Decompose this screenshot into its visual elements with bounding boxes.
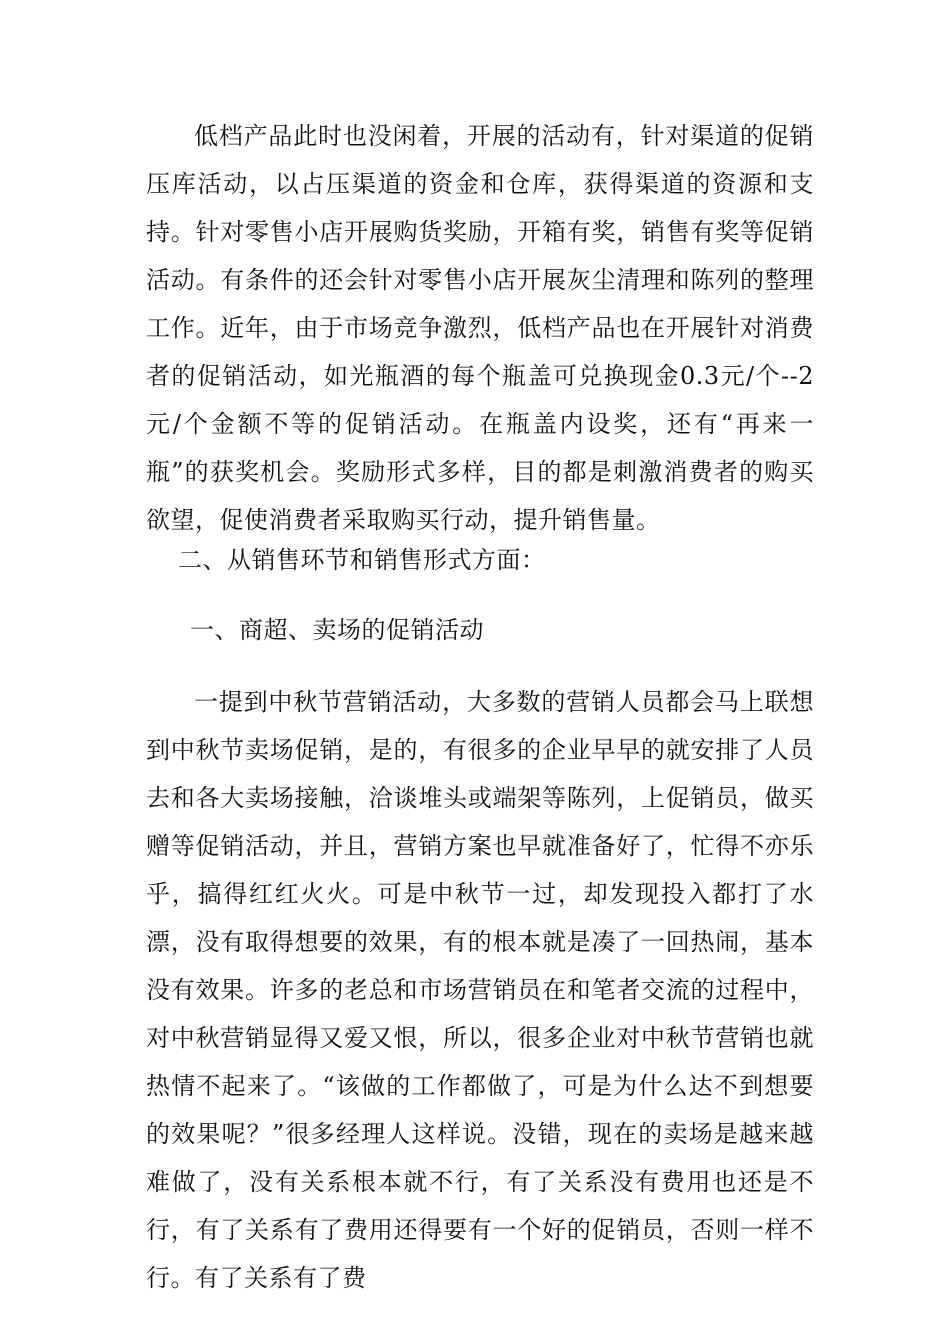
section-heading: 二、从销售环节和销售形式方面： xyxy=(178,546,546,574)
body-paragraph: 一提到中秋节营销活动，大多数的营销人员都会马上联想到中秋节卖场促销，是的，有很多的企业早早的就安排了人员去和各大卖场接触，洽谈堆头或端架等陈列，上促销员，做买赠等促销活动，并且，营销方案也早就准备好了，忙得不亦乐乎，搞得红红火火。可是中秋节一过，却发现投入都打了水漂，没有取得想要的效果，有的根本就是凑了一回热闹，基本没有效果。许多的老总和市场营销员在和笔者交流的过程中，对中秋营销显得又爱又恨，所以，很多企业对中秋节营销也就热情不起来了。“该做的工作都做了，可是为什么达不到想要的效果呢？”很多经理人这样说。没错，现在的卖场是越来越难做了，没有关系根本就不行，有了关系没有费用也还是不行，有了关系有了费用还得要有一个好的促销员，否则一样不行。有了关系有了费 xyxy=(146,688,814,1292)
subsection-heading: 一、商超、卖场的促销活动 xyxy=(190,616,484,644)
body-paragraph: 低档产品此时也没闲着，开展的活动有，针对渠道的促销压库活动，以占压渠道的资金和仓库，获得渠道的资源和支持。针对零售小店开展购货奖励，开箱有奖，销售有奖等促销活动。有条件的还会针对零售小店开展灰尘清理和陈列的整理工作。近年，由于市场竞争激烈，低档产品也在开展针对消费者的促销活动，如光瓶酒的每个瓶盖可兑换现金0.3元/个--2元/个金额不等的促销活动。在瓶盖内设奖，还有“再来一瓶”的获奖机会。奖励形式多样，目的都是刺激消费者的购买欲望，促使消费者采取购买行动，提升销售量。 xyxy=(146,122,814,534)
